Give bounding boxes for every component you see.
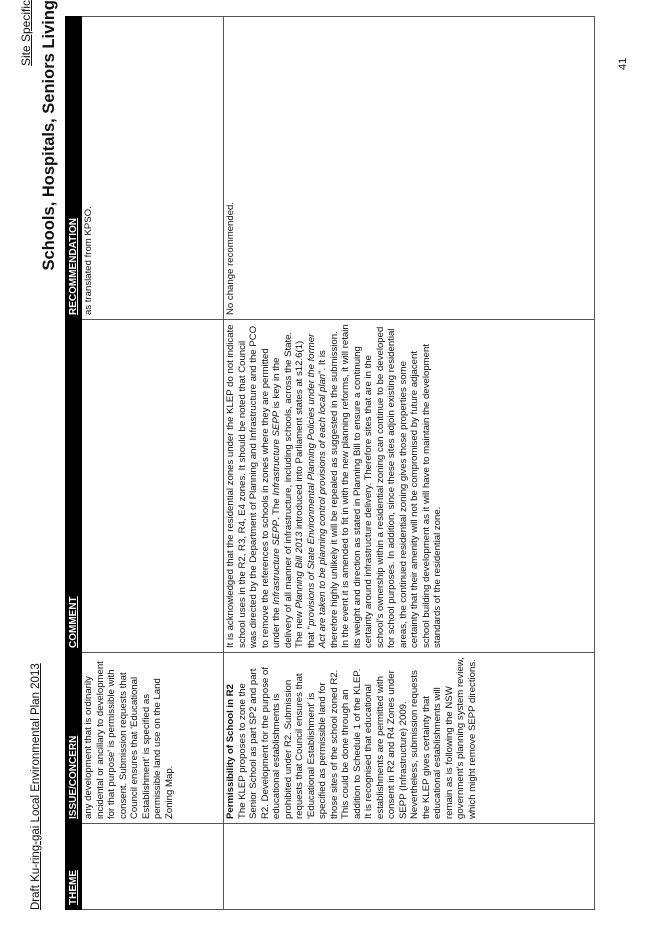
table-row <box>224 17 595 910</box>
theme-cell <box>224 824 595 910</box>
section-label: Site Specific <box>19 0 33 67</box>
page-number: 41 <box>617 57 629 70</box>
column-header-comment: COMMENT <box>66 320 82 653</box>
document-title: Draft Ku-ring-gai Local Environmental Plan 2013 <box>30 663 42 910</box>
issue-text: any development that is ordinarily incidental or ancillary to development for that purpose' is permissible with consent. Submission requests that Council ensures that 'Educational Establishment' is specified as permissible land use on the Land Zoning Map. <box>83 661 175 819</box>
comment-segment: ". It is therefore highly unlikely it will be repealed as suggested in the submission. In the event it is amended to fit in with the new planning reforms, it will retain its weight and direction as stated in Planning Bill to ensure a continuing certainty around infrastructure delivery. Therefore sites that are in the school's ownership within a residential zoning can continue to be developed for school purposes. In addition, since these sites adjoin existing residential areas, the continued residential zoning gives those properties some certainty that their amenity will not be compromised by future adjacent school building development as it will have to maintain the development standards of the residential zone. <box>317 324 443 648</box>
comment-segment: It is acknowledged that the residential zones under the KLEP do not indicate school uses in the R2, R3, R4, E4 zones. It should be noted that Council was directed by the Department of Planning and Infrastructure and the PCO to remove the references to schools in zones where they are permitted under the <box>225 324 282 648</box>
recommendation-text: No change recommended. <box>225 201 236 315</box>
theme-cell <box>82 824 224 910</box>
comment-cell <box>224 320 595 653</box>
column-header-issue: ISSUE/CONCERN <box>66 653 82 824</box>
comment-italic-segment: Infrastructure SEPP <box>271 520 282 605</box>
comment-text <box>225 324 444 648</box>
comment-italic-segment: Planning Bill 2013 <box>294 531 305 609</box>
table-header-row <box>66 17 82 910</box>
comment-segment: . The <box>271 495 282 520</box>
issue-paragraph: The KLEP proposes to zone the Senior School as part SP2 and part R2. Development for the purpose of educational establishments is prohibited under R2. Submission requests that Council ensures that 'Educational Establishment' is specified as permissible land for those sites of the school zoned R2. This could be done through an addition to Schedule 1 of the KLEP. <box>236 667 363 819</box>
submissions-table-wrapper <box>65 17 595 910</box>
comment-segment: is key in the delivery of all manner of infrastructure, including schools, across the State. The new <box>271 331 305 648</box>
recommendation-cell <box>224 17 595 320</box>
issue-cell <box>82 653 224 824</box>
recommendation-cell <box>82 17 224 320</box>
page-heading: Schools, Hospitals, Seniors Living <box>40 0 58 271</box>
issue-paragraph: It is recognised that educational establishments are permitted with consent in R2 and R4 Zones under SEPP (Infrastructure) 2009. Nevertheless, submission requests the KLEP gives certainty that educational establishments will remain as is following the NSW government's planning system review, which might remove SEPP directions. <box>363 657 478 819</box>
column-header-theme: THEME <box>66 824 82 910</box>
recommendation-text: as translated from KPSO. <box>83 206 94 315</box>
submissions-table <box>65 16 595 910</box>
comment-cell <box>82 320 224 653</box>
comment-italic-segment: provisions of State Environmental Planning Policies under the former Act are taken to be planning control provisions of each local plan <box>305 333 328 648</box>
comment-segment: introduced into Parliament states at s12.6(1) that " <box>294 340 317 648</box>
comment-italic-segment: Infrastructure SEPP <box>271 410 282 496</box>
table-row <box>82 17 224 910</box>
column-header-recommendation: RECOMMENDATION <box>66 17 82 320</box>
issue-heading: Permissibility of School in R2 <box>225 684 236 819</box>
issue-cell <box>224 653 595 824</box>
